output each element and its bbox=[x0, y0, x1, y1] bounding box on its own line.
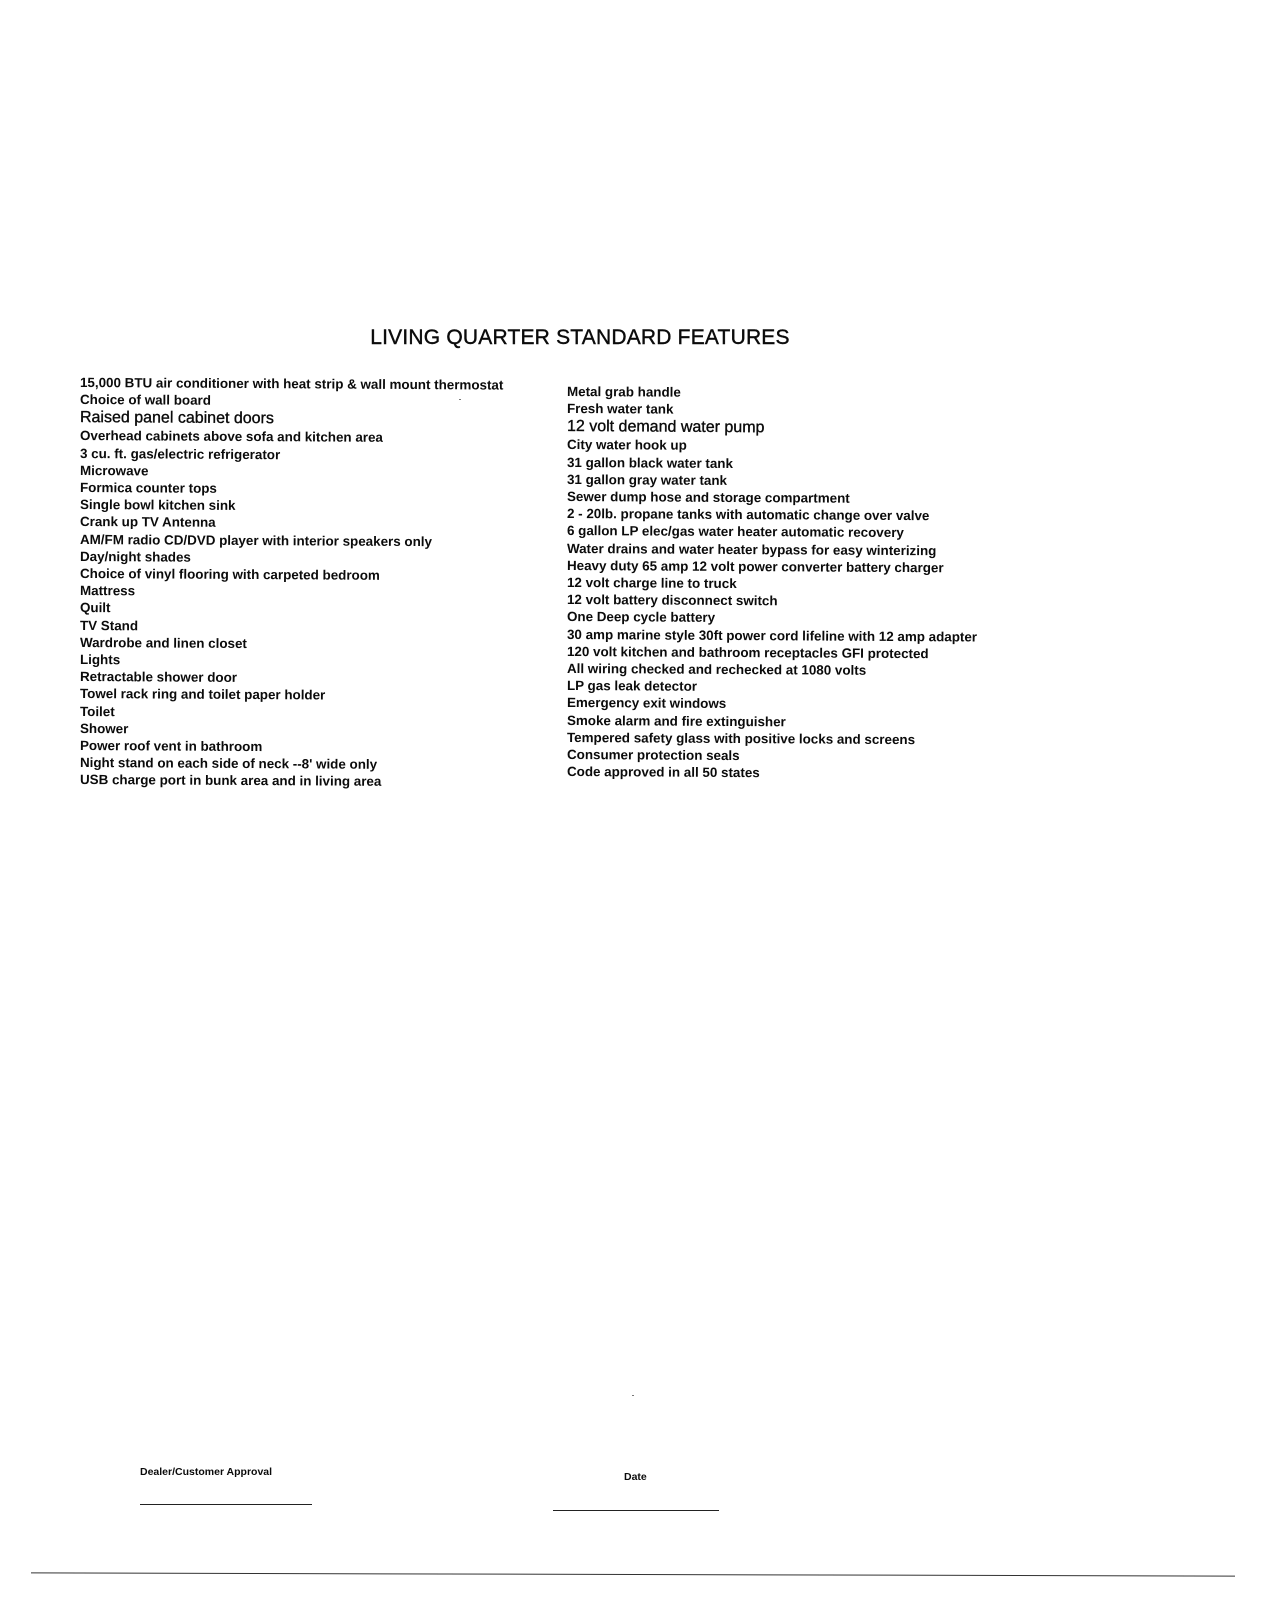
date-label: Date bbox=[624, 1471, 647, 1483]
list-item: All wiring checked and rechecked at 1080 volts bbox=[566, 661, 867, 678]
list-item: USB charge port in bunk area and in living area bbox=[79, 772, 382, 790]
list-item: LP gas leak detector bbox=[566, 678, 698, 695]
list-item: Single bowl kitchen sink bbox=[79, 497, 236, 514]
list-item: 2 - 20lb. propane tanks with automatic change over valve bbox=[566, 506, 930, 524]
list-item: One Deep cycle battery bbox=[566, 609, 716, 626]
list-item: Fresh water tank bbox=[566, 401, 674, 417]
date-signature-line[interactable] bbox=[553, 1510, 719, 1511]
list-item: Overhead cabinets above sofa and kitchen area bbox=[79, 428, 383, 446]
list-item: 12 volt demand water pump bbox=[566, 418, 765, 437]
list-item: Retractable shower door bbox=[79, 669, 238, 686]
list-item: Tempered safety glass with positive locks and screens bbox=[566, 729, 916, 747]
list-item: 12 volt charge line to truck bbox=[566, 575, 737, 592]
list-item: Night stand on each side of neck --8' wide only bbox=[79, 755, 378, 773]
bottom-divider bbox=[31, 1572, 1235, 1576]
left-feature-list bbox=[80, 374, 503, 789]
list-item: Consumer protection seals bbox=[566, 747, 740, 764]
scan-speck bbox=[459, 399, 461, 400]
list-item: Microwave bbox=[79, 462, 149, 479]
approval-label: Dealer/Customer Approval bbox=[140, 1466, 273, 1478]
list-item: Choice of wall board bbox=[79, 392, 211, 409]
list-item: Choice of vinyl flooring with carpeted bedroom bbox=[79, 566, 380, 583]
list-item: Smoke alarm and fire extinguisher bbox=[566, 712, 786, 729]
list-item: Quilt bbox=[79, 600, 111, 616]
list-item: Emergency exit windows bbox=[566, 695, 727, 712]
document-title: LIVING QUARTER STANDARD FEATURES bbox=[370, 326, 790, 349]
list-item: 12 volt battery disconnect switch bbox=[566, 592, 778, 609]
scan-speck bbox=[632, 1395, 634, 1396]
approval-signature-line[interactable] bbox=[140, 1504, 312, 1505]
list-item: 30 amp marine style 30ft power cord lifeline with 12 amp adapter bbox=[566, 626, 978, 645]
list-item: Sewer dump hose and storage compartment bbox=[566, 489, 850, 506]
list-item: Power roof vent in bathroom bbox=[79, 738, 263, 755]
list-item: Day/night shades bbox=[79, 548, 191, 565]
list-item: Towel rack ring and toilet paper holder bbox=[79, 686, 326, 703]
list-item: 3 cu. ft. gas/electric refrigerator bbox=[79, 445, 281, 462]
list-item: Crank up TV Antenna bbox=[79, 514, 216, 531]
list-item: 120 volt kitchen and bathroom receptacles GFI protected bbox=[566, 643, 929, 662]
list-item: 31 gallon gray water tank bbox=[566, 471, 728, 488]
list-item: Water drains and water heater bypass for easy winterizing bbox=[566, 540, 937, 558]
list-item: Code approved in all 50 states bbox=[566, 764, 760, 781]
list-item: Shower bbox=[79, 720, 129, 737]
list-item: Toilet bbox=[79, 703, 115, 719]
list-item: Heavy duty 65 amp 12 volt power converter battery charger bbox=[566, 557, 944, 576]
list-item: 6 gallon LP elec/gas water heater automatic recovery bbox=[566, 523, 904, 541]
list-item: Raised panel cabinet doors bbox=[79, 409, 274, 428]
right-feature-list bbox=[567, 383, 977, 780]
list-item: AM/FM radio CD/DVD player with interior speakers only bbox=[79, 531, 432, 549]
list-item: 31 gallon black water tank bbox=[566, 454, 734, 471]
list-item: Wardrobe and linen closet bbox=[79, 634, 247, 651]
list-item: 15,000 BTU air conditioner with heat strip & wall mount thermostat bbox=[79, 375, 504, 393]
list-item: Formica counter tops bbox=[79, 480, 217, 496]
list-item: Metal grab handle bbox=[566, 384, 681, 400]
list-item: TV Stand bbox=[79, 617, 139, 633]
list-item: Mattress bbox=[79, 583, 136, 599]
list-item: City water hook up bbox=[566, 437, 687, 454]
list-item: Lights bbox=[79, 652, 121, 668]
